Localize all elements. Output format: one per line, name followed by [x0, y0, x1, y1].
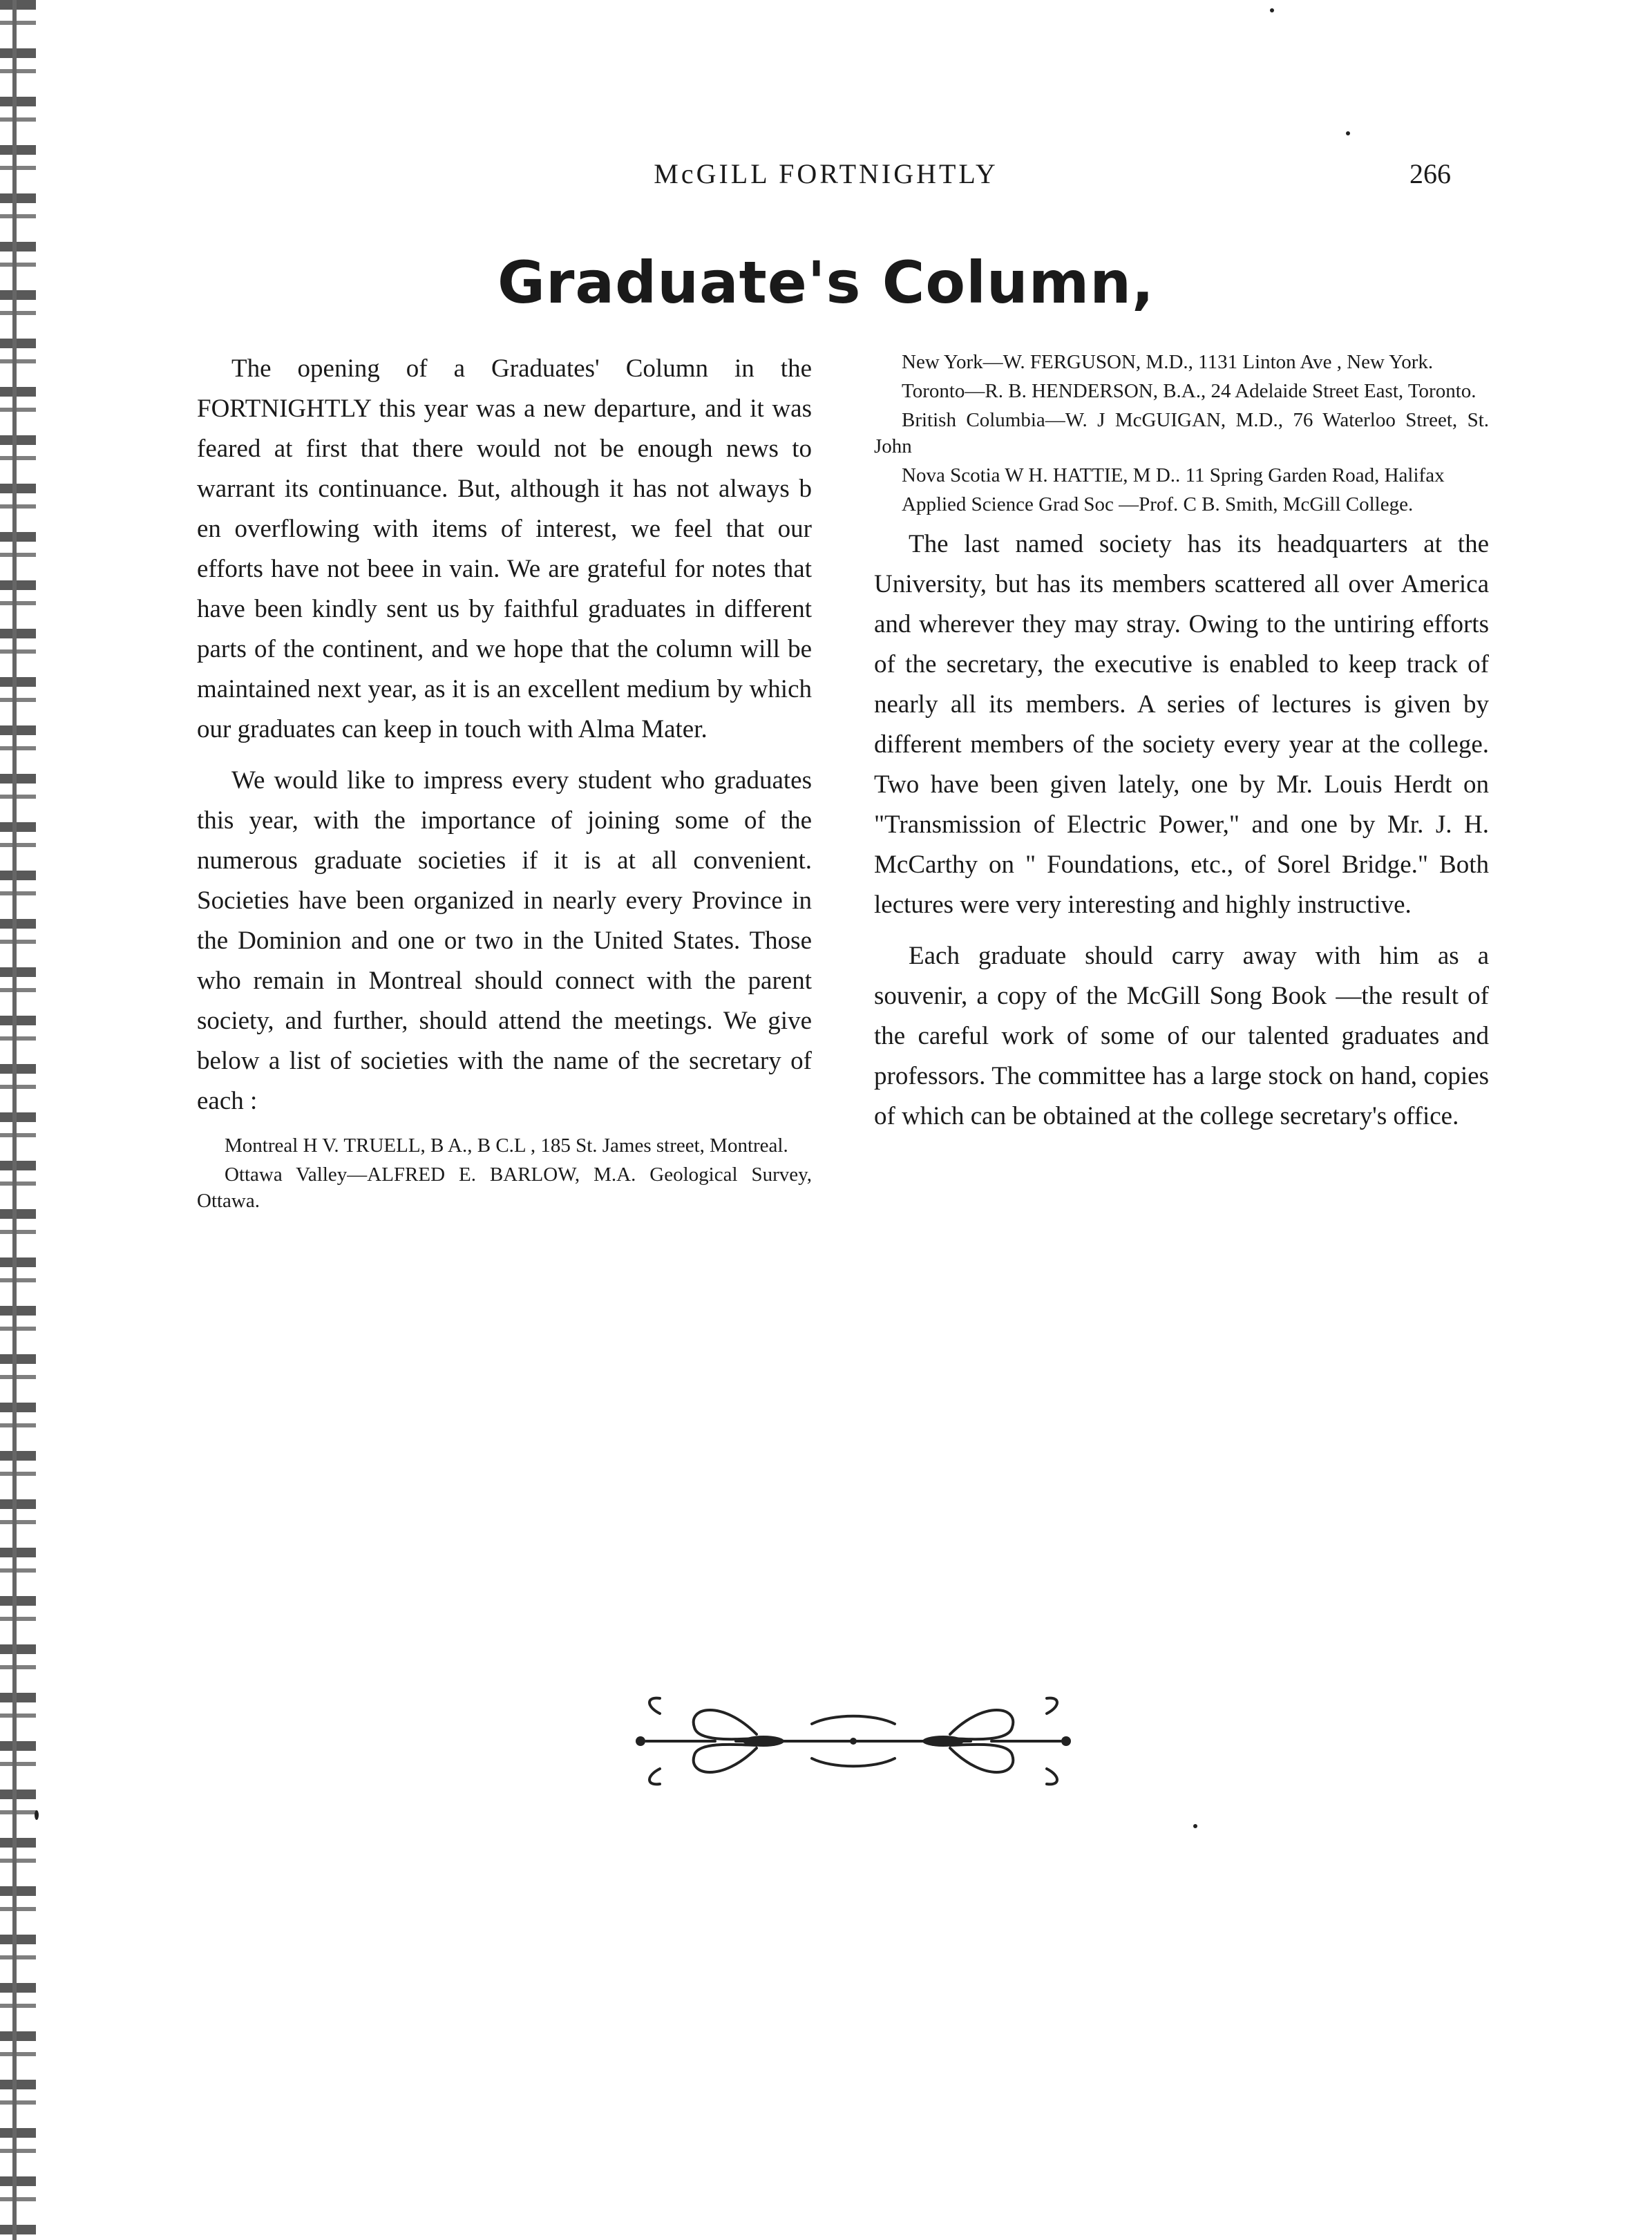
society-entry	[874, 407, 1489, 459]
section-title: Graduate's Column,	[497, 249, 1155, 316]
scan-edge-artifact	[0, 0, 36, 2240]
society-entry	[874, 378, 1489, 404]
page-number: 266	[1409, 158, 1451, 189]
society-place: Toronto	[902, 380, 965, 402]
society-entry	[874, 491, 1489, 518]
running-title: McGILL FORTNIGHTLY	[654, 158, 998, 189]
scan-speck	[1193, 1824, 1197, 1828]
paragraph: The last named society has its headquarters at the University, but has its members scattered all over America and wherever they may stray. Owing to the untiring efforts of the secretary, the executive is enabled to keep track of nearly all its members. A series of lectures is given by different members of the society every year at the college. Two have been given lately, one by Mr. Louis Herdt on "Transmission of Electric Power," and one by Mr. J. H. McCarthy on " Foundations, etc., of Sorel Bridge." Both lectures were very interesting and highly instructive.	[874, 530, 1489, 919]
society-secretary: —Prof. C B. Smith, McGill College.	[1119, 493, 1414, 515]
society-place: Ottawa Valley	[225, 1164, 348, 1186]
society-place: British Columbia	[902, 409, 1045, 431]
society-secretary: —W. FERGUSON, M.D., 1131 Linton Ave , New York.	[982, 351, 1434, 373]
society-secretary: —ALFRED E. BARLOW, M.A. Geological Survey, Ottawa.	[197, 1164, 812, 1212]
society-entry	[197, 1132, 812, 1159]
paragraph: Each graduate should carry away with him as a souvenir, a copy of the McGill Song Book —the result of the careful work of some of our talented graduates and professors. The committee has a large stock on hand, copies of which can be obtained at the college secretary's office.	[874, 942, 1489, 1130]
society-list	[874, 349, 1489, 518]
society-entry	[197, 1161, 812, 1214]
paragraph: We would like to impress every student who graduates this year, with the importance of joining some of the numerous graduate societies if it is at all convenient. Societies have been organized in nearly every Province in the Dominion and one or two in the United States. Those who remain in Montreal should connect with the parent society, and further, should attend the meetings. We give below a list of societies with the name of the secretary of each :	[197, 766, 812, 1115]
scan-speck	[1270, 8, 1274, 12]
page-header	[0, 158, 1652, 199]
society-secretary: —R. B. HENDERSON, B.A., 24 Adelaide Street East, Toronto.	[965, 380, 1477, 402]
society-list	[197, 1132, 812, 1214]
society-entry	[874, 349, 1489, 375]
society-place: Applied Science Grad Soc	[902, 493, 1114, 515]
society-place: Nova Scotia	[902, 464, 1000, 486]
left-column	[197, 349, 812, 1217]
society-entry	[874, 462, 1489, 488]
society-place: Montreal	[225, 1135, 298, 1157]
paragraph: The opening of a Graduates' Column in the FORTNIGHTLY this year was a new departure, and it was feared at first that there would not be enough news to warrant its continuance. But, although it has not always b en overflowing with items of interest, we feel that our efforts have not beee in vain. We are grateful for notes that have been kindly sent us by faithful graduates in different parts of the continent, and we hope that the column will be maintained next year, as it is an excellent medium by which our graduates can keep in touch with Alma Mater.	[197, 354, 812, 743]
society-place: New York	[902, 351, 983, 373]
right-column	[874, 349, 1489, 1148]
butterfly-ornament-icon	[632, 1686, 1074, 1796]
scan-speck	[35, 1810, 39, 1820]
scan-speck	[1346, 131, 1350, 135]
society-secretary: W H. HATTIE, M D.. 11 Spring Garden Road, Halifax	[1005, 464, 1445, 486]
society-secretary: —W. J McGUIGAN, M.D., 76 Waterloo Street, St. John	[874, 409, 1490, 457]
society-secretary: H V. TRUELL, B A., B C.L , 185 St. James street, Montreal.	[303, 1135, 788, 1157]
